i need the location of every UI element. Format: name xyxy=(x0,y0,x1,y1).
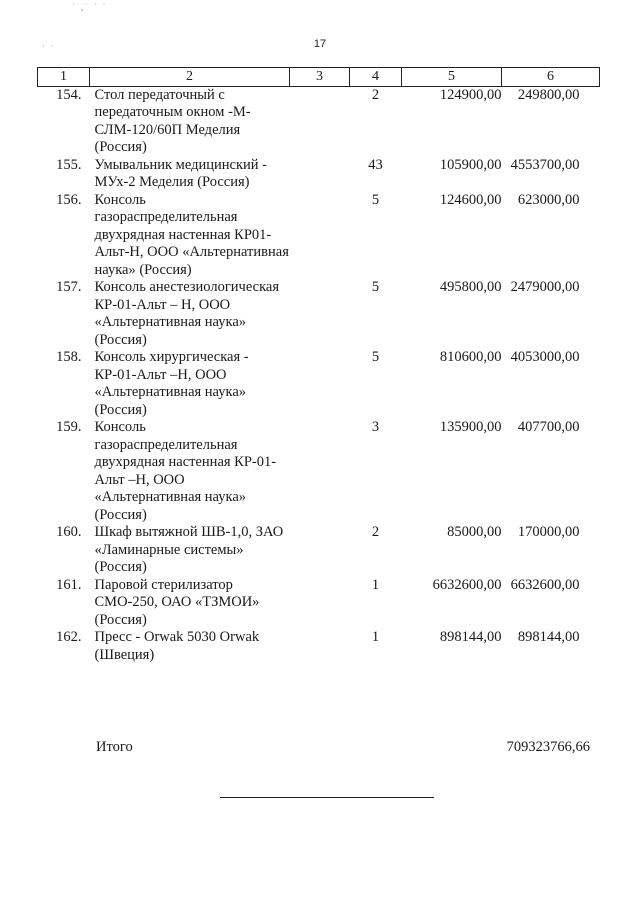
item-quantity: 2 xyxy=(371,524,380,540)
table-row xyxy=(38,192,600,280)
row-number: 154. xyxy=(56,86,82,103)
table-row xyxy=(38,419,600,524)
row-empty-cell xyxy=(290,192,350,280)
column-header-4: 4 xyxy=(350,68,402,87)
item-sum: 4053000,00 xyxy=(510,349,580,365)
row-empty-cell xyxy=(290,629,350,664)
item-name: Консоль хирургическая - КР-01-Альт –Н, ООО «Альтернативная наука» (Россия) xyxy=(94,349,249,418)
item-quantity: 5 xyxy=(371,349,380,365)
item-sum: 4553700,00 xyxy=(510,156,580,173)
item-price: 495800,00 xyxy=(439,279,502,295)
table-header-row xyxy=(38,68,600,87)
column-header-3: 3 xyxy=(290,68,350,87)
table-row xyxy=(38,524,600,577)
column-header-2: 2 xyxy=(90,68,290,87)
item-price: 810600,00 xyxy=(439,349,502,365)
table-row xyxy=(38,629,600,664)
item-quantity: 1 xyxy=(371,629,380,645)
table-row xyxy=(38,279,600,349)
total-label: Итого xyxy=(96,739,133,755)
table-row xyxy=(38,349,600,419)
item-name: Стол передаточный с передаточным окном -М-СЛМ-120/60П Меделия (Россия) xyxy=(94,86,251,155)
scan-speck-left: · · xyxy=(42,42,56,51)
table-row xyxy=(38,157,600,192)
row-number: 156. xyxy=(56,191,82,208)
item-price: 105900,00 xyxy=(439,156,502,173)
item-price: 124600,00 xyxy=(439,191,502,208)
row-empty-cell xyxy=(290,157,350,192)
total-value: 709323766,66 xyxy=(506,739,590,755)
row-empty-cell xyxy=(290,577,350,630)
item-quantity: 3 xyxy=(371,419,380,435)
column-header-5: 5 xyxy=(402,68,502,87)
item-quantity: 1 xyxy=(371,576,380,593)
row-empty-cell xyxy=(290,419,350,524)
row-empty-cell xyxy=(290,349,350,419)
item-price: 898144,00 xyxy=(439,629,502,645)
item-sum: 2479000,00 xyxy=(510,279,580,295)
row-number: 155. xyxy=(56,156,82,173)
item-sum: 623000,00 xyxy=(517,191,580,208)
row-number: 161. xyxy=(56,576,82,593)
row-number: 162. xyxy=(56,629,82,645)
item-price: 124900,00 xyxy=(439,86,502,103)
scan-speck-top: ˙ ¸˙ ˙ ˙ xyxy=(72,2,108,11)
row-number: 158. xyxy=(56,349,82,365)
item-name: Пресс - Orwak 5030 Orwak (Швеция) xyxy=(94,629,260,663)
specification-table xyxy=(37,67,600,664)
item-sum: 249800,00 xyxy=(517,86,580,103)
row-number: 159. xyxy=(56,419,82,435)
column-header-6: 6 xyxy=(502,68,600,87)
item-price: 85000,00 xyxy=(447,524,502,540)
item-sum: 407700,00 xyxy=(517,419,580,435)
table-row xyxy=(38,577,600,630)
item-quantity: 5 xyxy=(371,191,380,208)
item-sum: 170000,00 xyxy=(517,524,580,540)
item-name: Паровой стерилизатор СМО-250, ОАО «ТЗМОИ» (Россия) xyxy=(94,576,260,628)
row-number: 157. xyxy=(56,279,82,295)
column-header-1: 1 xyxy=(38,68,90,87)
item-price: 6632600,00 xyxy=(432,576,502,593)
item-quantity: 2 xyxy=(371,86,380,103)
item-name: Консоль анестезиологическая КР-01-Альт – Н, ООО «Альтернативная наука» (Россия) xyxy=(94,279,279,348)
item-name: Консоль газораспределительная двухрядная настенная КР-01-Альт –Н, ООО «Альтернативная наука» (Россия) xyxy=(94,419,277,523)
item-sum: 6632600,00 xyxy=(510,576,580,593)
row-empty-cell xyxy=(290,524,350,577)
item-quantity: 5 xyxy=(371,279,380,295)
item-name: Консоль газораспределительная двухрядная настенная КР01-Альт-Н, ООО «Альтернативная наука» (Россия) xyxy=(94,191,289,278)
row-empty-cell xyxy=(290,86,350,157)
item-sum: 898144,00 xyxy=(517,629,580,645)
page-number: 17 xyxy=(313,38,327,50)
row-number: 160. xyxy=(56,524,82,540)
item-quantity: 43 xyxy=(368,156,383,173)
closing-rule xyxy=(220,797,434,798)
table-row xyxy=(38,86,600,157)
item-name: Шкаф вытяжной ШВ-1,0, ЗАО «Ламинарные системы» (Россия) xyxy=(94,524,284,575)
row-empty-cell xyxy=(290,279,350,349)
item-price: 135900,00 xyxy=(439,419,502,435)
item-name: Умывальник медицинский - МУх-2 Меделия (Россия) xyxy=(94,156,267,190)
